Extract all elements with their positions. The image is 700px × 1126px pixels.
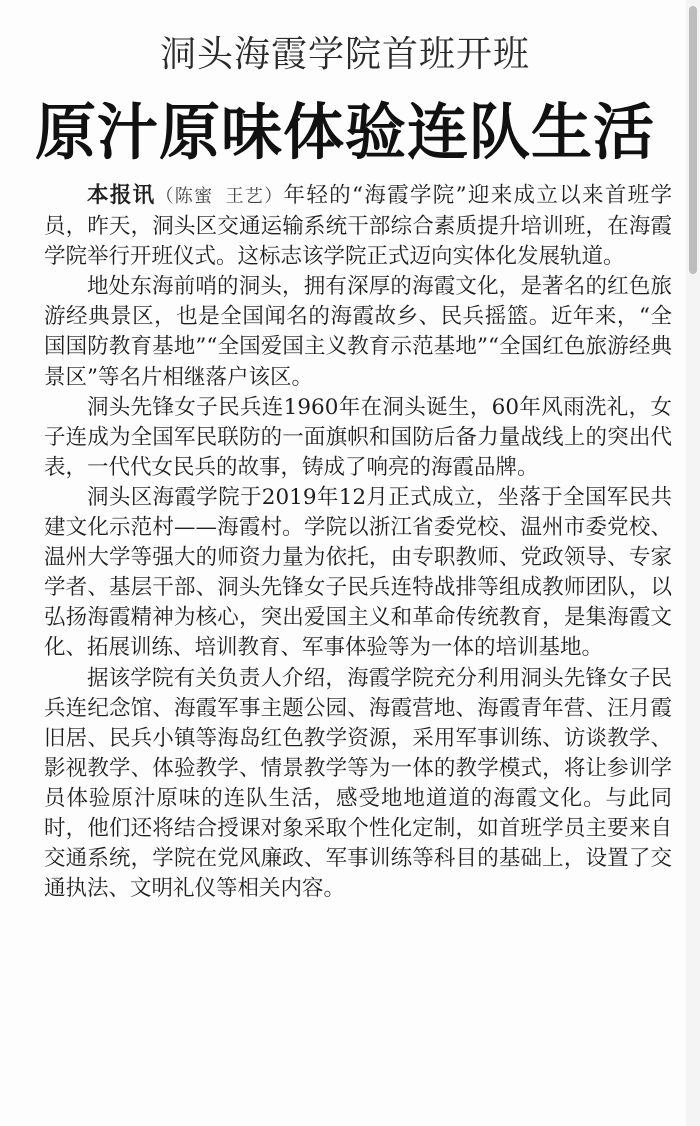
paragraph-4: 洞头区海霞学院于2019年12月正式成立，坐落于全国军民共建文化示范村——海霞村。学院以浙江省委党校、温州市委党校、温州大学等强大的师资力量为依托，由专职教师、党政领导、专家学者、基层干部、洞头先锋女子民兵连特战排等组成教师团队，以弘扬海霞精神为核心，突出爱国主义和革命传统教育，是集海霞文化、拓展训练、培训教育、军事体验等为一体的培训基地。	[44, 484, 672, 661]
lead-label: 本报讯	[87, 183, 156, 208]
byline: （陈蜜 王艺）	[155, 186, 284, 207]
paragraph-1	[44, 181, 672, 272]
vertical-scrollbar[interactable]	[686, 0, 700, 1126]
article-subtitle: 洞头海霞学院首班开班	[159, 34, 530, 75]
article-body	[44, 181, 672, 904]
article-headline: 原汁原味体验连队生活	[34, 97, 655, 168]
paragraph-3: 洞头先锋女子民兵连1960年在洞头诞生，60年风雨洗礼，女子连成为全国军民联防的一面旗帜和国防后备力量战线上的突出代表，一代代女民兵的故事，铸成了响亮的海霞品牌。	[44, 394, 672, 480]
paragraph-5: 据该学院有关负责人介绍，海霞学院充分利用洞头先锋女子民兵连纪念馆、海霞军事主题公园、海霞营地、海霞青年营、汪月霞旧居、民兵小镇等海岛红色教学资源，采用军事训练、访谈教学、影视教学、体验教学、情景教学等为一体的教学模式，将让参训学员体验原汁原味的连队生活，感受地地道道的海霞文化。与此同时，他们还将结合授课对象采取个性化定制，如首班学员主要来自交通系统，学院在党风廉政、军事训练等科目的基础上，设置了交通执法、文明礼仪等相关内容。	[44, 665, 672, 902]
paragraph-2: 地处东海前哨的洞头，拥有深厚的海霞文化，是著名的红色旅游经典景区，也是全国闻名的海霞故乡、民兵摇篮。近年来，“全国国防教育基地”“全国爱国主义教育示范基地”“全国红色旅游经典景区”等名片相继落户该区。	[44, 274, 672, 390]
scrollbar-thumb[interactable]	[689, 6, 697, 274]
paragraph-1-text: 年轻的“海霞学院”迎来成立以来首班学员，昨天，洞头区交通运输系统干部综合素质提升培训班，在海霞学院举行开班仪式。这标志该学院正式迈向实体化发展轨道。	[44, 183, 672, 270]
